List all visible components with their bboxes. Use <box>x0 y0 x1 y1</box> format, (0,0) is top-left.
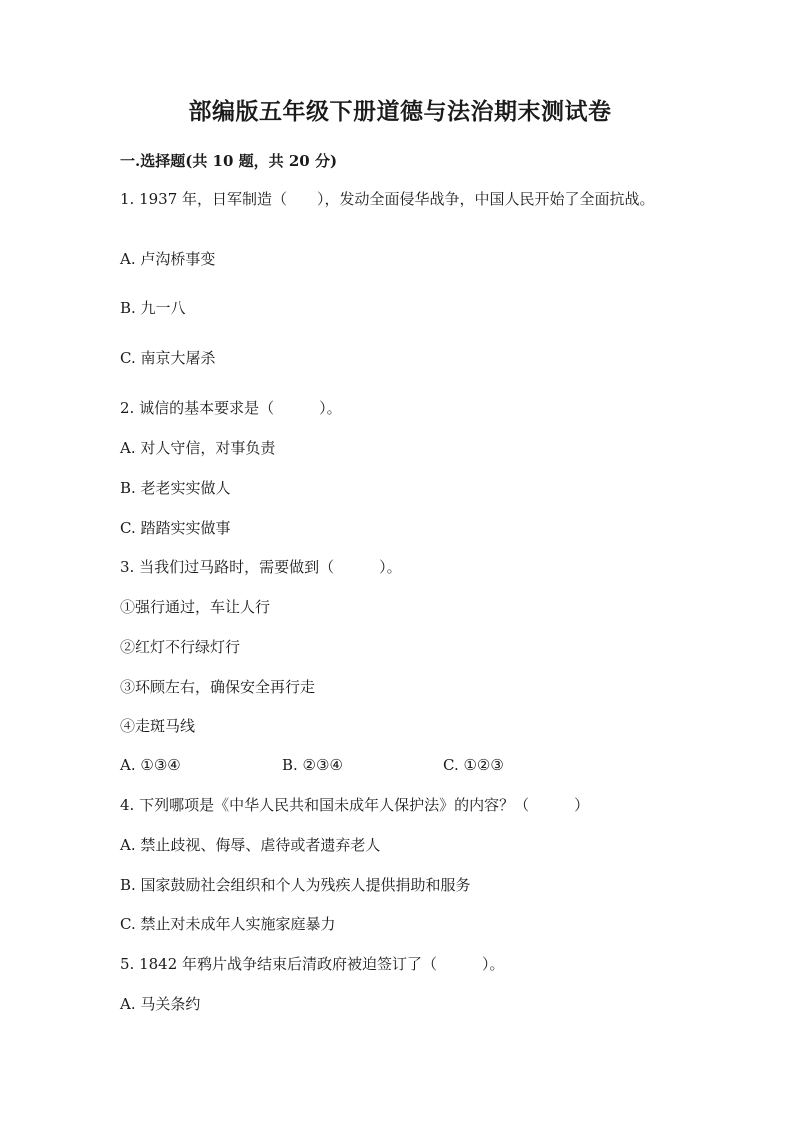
question-1-option-c[interactable]: C. 南京大屠杀 <box>120 349 216 367</box>
question-3-option-a[interactable]: A. ①③④ <box>120 756 181 774</box>
question-3-statement-4: ④走斑马线 <box>120 717 196 735</box>
question-1-option-b[interactable]: B. 九一八 <box>120 299 186 317</box>
question-3-option-b[interactable]: B. ②③④ <box>282 756 343 774</box>
question-3-statement-2: ②红灯不行绿灯行 <box>120 638 241 656</box>
question-2-option-b[interactable]: B. 老老实实做人 <box>120 479 231 497</box>
question-3-statement-1: ①强行通过，车让人行 <box>120 598 271 616</box>
question-3-stem: 3. 当我们过马路时，需要做到（ ）。 <box>120 558 402 576</box>
question-3-options <box>120 756 680 778</box>
page-title: 部编版五年级下册道德与法治期末测试卷 <box>188 98 612 125</box>
question-2-option-a[interactable]: A. 对人守信，对事负责 <box>120 439 276 457</box>
question-1-stem: 1. 1937 年，日军制造（ ），发动全面侵华战争，中国人民开始了全面抗战。 <box>120 190 655 208</box>
section-heading: 一.选择题(共 10 题，共 20 分) <box>120 152 338 170</box>
question-4-stem: 4. 下列哪项是《中华人民共和国未成年人保护法》的内容？（ ） <box>120 796 590 814</box>
question-3-option-c[interactable]: C. ①②③ <box>443 756 504 774</box>
question-4-option-a[interactable]: A. 禁止歧视、侮辱、虐待或者遗弃老人 <box>120 836 381 854</box>
question-3-statement-3: ③环顾左右，确保安全再行走 <box>120 678 316 696</box>
question-1-option-a[interactable]: A. 卢沟桥事变 <box>120 250 216 268</box>
question-2-stem: 2. 诚信的基本要求是（ ）。 <box>120 399 342 417</box>
question-2-option-c[interactable]: C. 踏踏实实做事 <box>120 519 231 537</box>
question-5-option-a[interactable]: A. 马关条约 <box>120 995 201 1013</box>
question-4-option-b[interactable]: B. 国家鼓励社会组织和个人为残疾人提供捐助和服务 <box>120 876 471 894</box>
question-4-option-c[interactable]: C. 禁止对未成年人实施家庭暴力 <box>120 915 336 933</box>
question-5-stem: 5. 1842 年鸦片战争结束后清政府被迫签订了（ ）。 <box>120 955 505 973</box>
